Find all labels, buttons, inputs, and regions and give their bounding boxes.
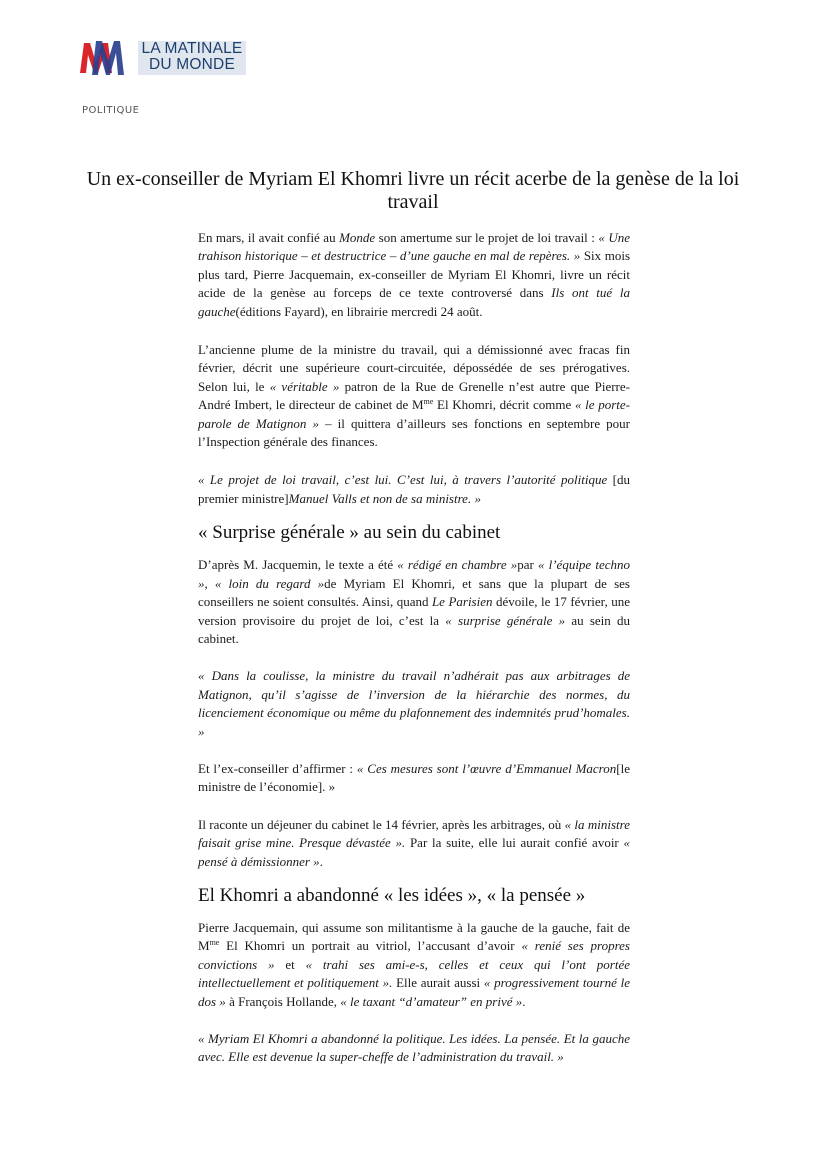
quote-run: « Une trahison historique – et destructrice – d’une gauche en mal de repères. » <box>198 230 631 264</box>
paragraph-2 <box>198 341 630 451</box>
quote-run: « Dans la coulisse, la ministre du travail n’adhérait pas aux arbitrages de Matignon, qu’il s’agisse de l’inversion de la hiérarchie des normes, du licenciement économique ou même du plafonnement des indemnités prud’homales. » <box>198 668 630 739</box>
paragraph-1 <box>198 229 630 321</box>
blockquote-1 <box>198 471 630 508</box>
text-run: Pierre Jacquemain, qui assume son militantisme à la gauche de la gauche, fait de M <box>198 919 630 954</box>
superscript: me <box>423 397 434 407</box>
text-run: Six mois plus tard, Pierre Jacquemain, ex-conseiller de Myriam El Khomri, livre un récit acide de la genèse au forceps de ce texte controversé dans <box>198 248 630 301</box>
text-run: dévoile, le 17 février, une version provisoire du projet de loi, c’est la <box>198 594 630 628</box>
article-title: Un ex-conseiller de Myriam El Khomri livre un récit acerbe de la genèse de la loi travail <box>86 168 740 213</box>
quote-run: « le porte-parole de Matignon » <box>198 397 630 431</box>
text-run: de Myriam El Khomri, et sans que la plupart de ses conseillers ne soient consultés. Ainsi, quand <box>198 575 630 610</box>
text-run: et <box>274 956 306 972</box>
quote-run: « la ministre faisait grise mine. Presque dévastée ». <box>198 816 630 851</box>
text-run-italic: Monde <box>339 230 376 245</box>
paragraph-6 <box>198 919 630 1011</box>
paragraph-4 <box>198 760 630 797</box>
text-run: El Khomri un portrait au vitriol, l’accusant d’avoir <box>219 938 522 954</box>
subheading-1: « Surprise générale » au sein du cabinet <box>198 522 501 544</box>
quote-run: « le taxant “d’amateur” en privé » <box>340 993 523 1009</box>
blockquote-2 <box>198 667 630 741</box>
quote-run: « Ces mesures sont l’œuvre d’Emmanuel Macron <box>356 760 617 776</box>
text-run: – il quittera d’ailleurs ses fonctions en septembre pour l’Inspection générale des finances. <box>198 415 631 450</box>
quote-run: « surprise générale » <box>445 612 566 628</box>
book-title: Ils ont tué la gauche <box>198 285 631 319</box>
paragraph-5 <box>198 816 630 871</box>
quote-run: « l’équipe techno », « loin du regard » <box>198 557 630 591</box>
article-body <box>198 229 630 1067</box>
logo-wordmark <box>138 41 246 75</box>
quote-run: « Le projet de loi travail, c’est lui. C’est lui, à travers l’autorité politique <box>198 472 608 488</box>
blockquote-3 <box>198 1030 630 1067</box>
text-run: Elle aurait aussi <box>392 975 484 991</box>
text-run: [le ministre de l’économie]. » <box>198 760 630 795</box>
quote-run: « véritable » <box>269 378 340 394</box>
site-logo[interactable] <box>78 37 246 77</box>
logo-line-1: LA MATINALE <box>141 40 243 57</box>
quote-run: Manuel Valls et non de sa ministre. » <box>288 490 481 506</box>
text-run: El Khomri, décrit comme <box>433 397 575 413</box>
quote-run: « trahi ses ami-e-s, celles et ceux qui l’ont portée intellectuellement et politiquement ». <box>198 956 630 991</box>
quote-run: « renié ses propres convictions » <box>198 938 630 972</box>
text-run: au sein du cabinet. <box>198 612 630 646</box>
quote-run: « progressivement tourné le dos » <box>198 975 631 1009</box>
newspaper-title: Le Parisien <box>431 594 493 610</box>
text-run: Il raconte un déjeuner du cabinet le 14 février, après les arbitrages, où <box>198 816 565 832</box>
text-run: . <box>319 853 323 869</box>
text-run: à François Hollande, <box>225 993 341 1009</box>
text-run: son amertume sur le projet de loi travail : <box>375 230 599 245</box>
text-run: patron de la Rue de Grenelle n’est autre que Pierre-André Imbert, le directeur de cabinet de M <box>198 378 630 413</box>
text-run: . <box>522 993 526 1009</box>
text-run: Et l’ex-conseiller d’affirmer : <box>198 760 357 776</box>
quote-run: « pensé à démissionner » <box>198 835 630 869</box>
quote-run: « rédigé en chambre » <box>397 557 518 573</box>
text-run: Par la suite, elle lui aurait confié avoir <box>405 835 624 851</box>
quote-run: « Myriam El Khomri a abandonné la politique. Les idées. La pensée. Et la gauche avec. Elle est devenue la super-cheffe de l’administration du travail. » <box>198 1031 630 1065</box>
text-run: (éditions Fayard), en librairie mercredi 24 août. <box>235 303 483 319</box>
text-run: par <box>517 557 538 573</box>
text-run: D’après M. Jacquemin, le texte a été <box>198 557 398 573</box>
text-run: En mars, il avait confié au <box>198 230 340 245</box>
superscript: me <box>209 938 220 948</box>
text-run: L’ancienne plume de la ministre du travail, qui a démissionné avec fracas fin février, décrit une supérieure court-circuitée, dépossédée de ses prérogatives. Selon lui, le <box>198 342 630 394</box>
logo-line-2: DU MONDE <box>149 56 235 73</box>
logo-monogram-icon <box>78 37 126 77</box>
text-run: [du premier ministre] <box>198 472 630 506</box>
section-label[interactable]: POLITIQUE <box>82 105 140 116</box>
paragraph-3 <box>198 556 630 648</box>
subheading-2: El Khomri a abandonné « les idées », « la pensée » <box>198 884 586 906</box>
